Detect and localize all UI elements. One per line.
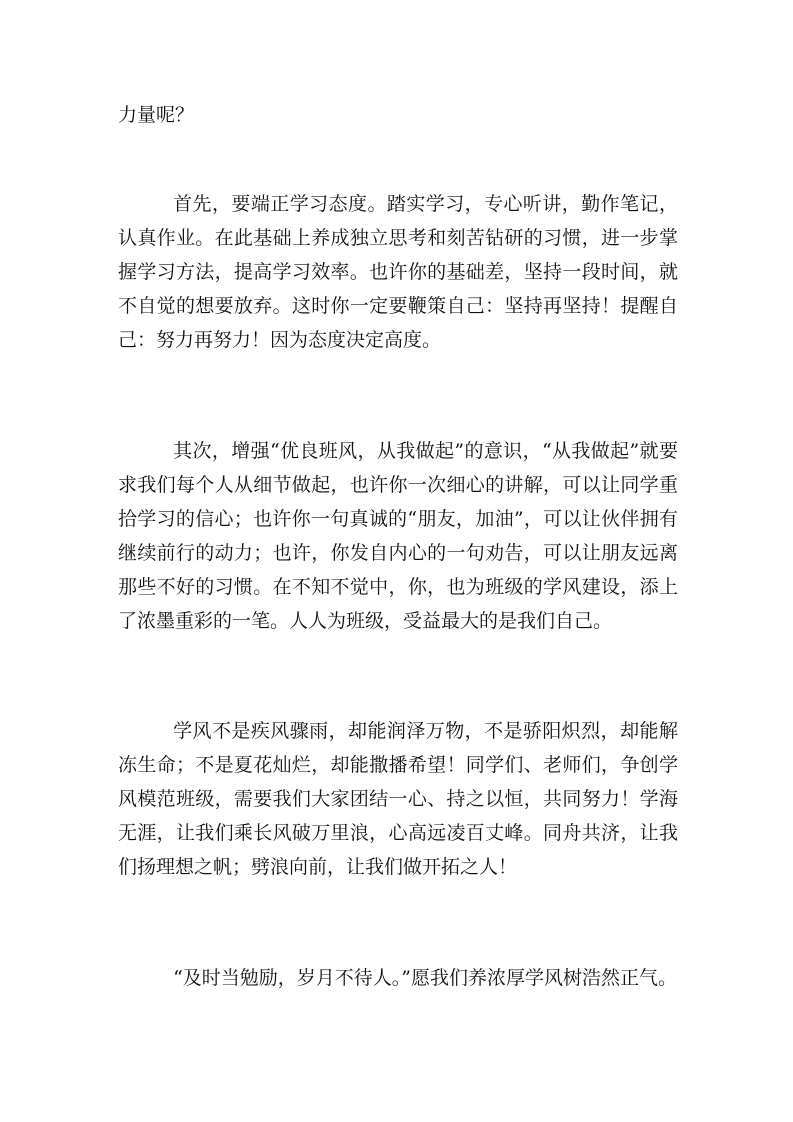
- paragraph-start-from-me: 其次，增强“优良班风，从我做起”的意识，“从我做起”就要求我们每个人从细节做起，也许你一次细心的讲解，可以让同学重拾学习的信心；也许你一句真诚的“朋友，加油”，可以让伙伴拥有继续前行的动力；也许，你发自内心的一句劝告，可以让朋友远离那些不好的习惯。在不知不觉中，你，也为班级的学风建设，添上了浓墨重彩的一笔。人人为班级，受益最大的是我们自己。: [118, 440, 678, 632]
- paragraph-study-style: 学风不是疾风骤雨，却能润泽万物，不是骄阳炽烈，却能解冻生命；不是夏花灿烂，却能撒播希望！同学们、老师们，争创学风模范班级，需要我们大家团结一心、持之以恒，共同努力！学海无涯，让我们乘长风破万里浪，心高远凌百丈峰。同舟共济，让我们扬理想之帆；劈浪向前，让我们做开拓之人！: [118, 720, 678, 878]
- paragraph-continuation: 力量呢？: [118, 104, 195, 126]
- paragraph-closing-quote: “及时当勉励，岁月不待人。”愿我们养浓厚学风树浩然正气。: [173, 967, 678, 989]
- paragraph-study-attitude: 首先，要端正学习态度。踏实学习，专心听讲，勤作笔记，认真作业。在此基础上养成独立思考和刻苦钻研的习惯，进一步掌握学习方法，提高学习效率。也许你的基础差，坚持一段时间，就不自觉的想要放弃。这时你一定要鞭策自己：坚持再坚持！提醒自己：努力再努力！因为态度决定高度。: [118, 193, 678, 351]
